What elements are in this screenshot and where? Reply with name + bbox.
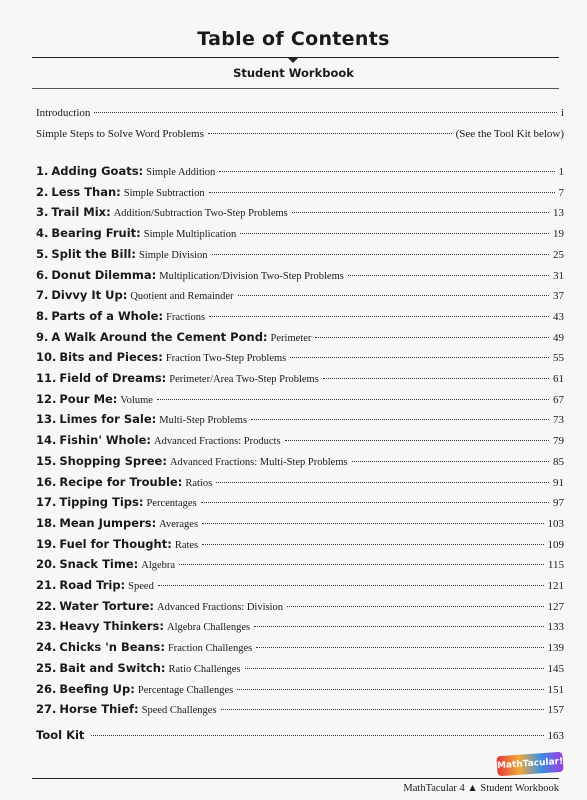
chapter-number: 5. <box>36 246 49 261</box>
page-title: Table of Contents <box>197 28 390 50</box>
page-number: 127 <box>547 600 564 613</box>
page-number: 133 <box>547 621 564 634</box>
chapter-description: Ratios <box>185 477 213 489</box>
chapter-title: Adding Goats: <box>51 164 144 178</box>
toolkit-entry <box>36 728 564 746</box>
chapter-title: Horse Thief: <box>59 702 139 717</box>
dot-leader <box>201 502 549 503</box>
page-number: 79 <box>553 435 564 448</box>
chapter-number: 23. <box>36 619 57 634</box>
toc-entry <box>36 309 564 327</box>
chapter-description: Perimeter <box>270 332 312 344</box>
chapter-title: Less Than: <box>51 184 121 199</box>
dot-leader <box>202 544 543 545</box>
chapter-description: Fractions <box>166 311 206 323</box>
chapter-number: 24. <box>36 640 57 655</box>
toc-entry <box>36 619 564 637</box>
dot-leader <box>256 647 543 648</box>
dot-leader <box>315 337 549 338</box>
chapter-title: Water Torture: <box>59 598 155 613</box>
chapter-title: Chicks 'n Beans: <box>59 640 165 655</box>
chapter-number: 1. <box>36 164 49 178</box>
dot-leader <box>290 357 549 358</box>
chapter-number: 21. <box>36 578 57 592</box>
entry-label: Introduction <box>36 107 91 119</box>
chapter-description: Quotient and Remainder <box>130 291 234 303</box>
page-number: 37 <box>553 290 564 303</box>
chapter-title: Beefing Up: <box>59 681 135 696</box>
page-number: 55 <box>553 352 564 365</box>
dot-leader <box>285 440 549 441</box>
chapter-number: 10. <box>36 350 57 365</box>
page-number: 7 <box>558 186 564 199</box>
chapter-title: Pour Me: <box>59 391 118 406</box>
chapter-description: Simple Division <box>138 249 208 261</box>
intro-entry <box>36 107 564 125</box>
chapter-title: Tipping Tips: <box>59 495 144 510</box>
chapter-number: 25. <box>36 660 57 675</box>
chapter-description: Simple Multiplication <box>143 229 237 241</box>
chapter-number: 8. <box>36 308 49 323</box>
chapter-description: Rates <box>174 539 199 551</box>
dot-leader <box>237 689 543 690</box>
chapter-title: Bits and Pieces: <box>59 350 163 365</box>
dot-leader <box>245 668 544 669</box>
page-number: 157 <box>547 704 564 717</box>
entry-label: Tool Kit <box>36 728 85 742</box>
chapter-title: Fishin' Whole: <box>59 433 151 448</box>
toc-entry <box>36 578 564 596</box>
mathtacular-logo: MathTacular! <box>496 752 563 777</box>
page-number: 19 <box>553 228 564 241</box>
dot-leader <box>157 399 549 400</box>
dot-leader <box>219 171 554 172</box>
chapter-title: Road Trip: <box>59 578 126 592</box>
page-number: 31 <box>553 269 564 282</box>
chapter-number: 13. <box>36 412 57 427</box>
toc-entry <box>36 516 564 534</box>
chapter-title: Mean Jumpers: <box>59 515 157 530</box>
page-number: 85 <box>553 455 564 468</box>
dot-leader <box>221 709 544 710</box>
page-number: 97 <box>553 497 564 510</box>
chapter-number: 18. <box>36 515 57 530</box>
chapter-number: 17. <box>36 495 57 510</box>
chapter-number: 22. <box>36 598 57 613</box>
dot-leader <box>216 482 549 483</box>
chapter-title: Snack Time: <box>59 557 139 572</box>
subtitle-rule <box>32 88 559 89</box>
entry-label: Simple Steps to Solve Word Problems <box>36 127 204 140</box>
page-number: 67 <box>553 393 564 406</box>
page-number: 139 <box>547 642 564 655</box>
chapter-number: 6. <box>36 267 49 282</box>
dot-leader <box>94 112 557 113</box>
chapter-title: Fuel for Thought: <box>59 536 172 551</box>
chapter-number: 2. <box>36 184 49 199</box>
chapter-description: Fraction Two-Step Problems <box>165 353 287 365</box>
footer-book-label: MathTacular 4 ▲ Student Workbook <box>403 783 559 794</box>
page-number: 43 <box>553 310 564 323</box>
page-number: 73 <box>553 414 564 427</box>
chapter-description: Addition/Subtraction Two-Step Problems <box>113 208 288 220</box>
dot-leader <box>179 564 544 565</box>
chapter-description: Percentages <box>146 498 197 510</box>
page-number: 163 <box>547 730 564 742</box>
chapter-number: 4. <box>36 226 49 241</box>
toc-entry <box>36 350 564 368</box>
chapter-number: 19. <box>36 536 57 551</box>
toc-entry <box>36 454 564 472</box>
page-subtitle: Student Workbook <box>233 66 354 80</box>
chapter-description: Multi-Step Problems <box>159 415 248 427</box>
footer-rule <box>32 778 559 779</box>
page-number: 121 <box>547 580 564 592</box>
page-number: 49 <box>553 331 564 344</box>
chapter-number: 26. <box>36 681 57 696</box>
chapter-description: Multiplication/Division Two-Step Problems <box>159 270 344 282</box>
toc-entry <box>36 640 564 658</box>
dot-leader <box>91 735 543 736</box>
chapter-description: Simple Addition <box>146 167 216 178</box>
dot-leader <box>158 585 544 586</box>
chapter-title: Bearing Fruit: <box>51 226 141 241</box>
chapter-number: 15. <box>36 453 57 468</box>
chapter-description: Advanced Fractions: Division <box>157 601 284 613</box>
chapter-description: Algebra <box>141 560 176 572</box>
page-number: 1 <box>558 166 564 178</box>
dot-leader <box>212 254 549 255</box>
dot-leader <box>323 378 549 379</box>
page-number: 13 <box>553 207 564 220</box>
chapter-title: Shopping Spree: <box>59 453 167 468</box>
toc-entry <box>36 247 564 265</box>
toc-entry <box>36 185 564 203</box>
toc-entry <box>36 288 564 306</box>
chapter-title: Parts of a Whole: <box>51 308 164 323</box>
intro-entry <box>36 128 564 146</box>
toc-entry <box>36 661 564 679</box>
page-number: 103 <box>547 517 564 530</box>
page-number: 115 <box>547 559 564 572</box>
chapter-title: Field of Dreams: <box>59 371 167 385</box>
chapter-number: 9. <box>36 329 49 344</box>
chapter-number: 3. <box>36 205 49 220</box>
dot-leader <box>352 461 549 462</box>
chapter-description: Ratio Challenges <box>168 663 241 675</box>
toc-entry <box>36 433 564 451</box>
chapter-title: Bait and Switch: <box>59 660 166 675</box>
toc-entry <box>36 392 564 410</box>
dot-leader <box>251 419 549 420</box>
dot-leader <box>202 523 543 524</box>
toc-entry <box>36 164 564 182</box>
dot-leader <box>254 626 543 627</box>
chapter-title: Divvy It Up: <box>51 288 128 303</box>
chapter-number: 20. <box>36 557 57 572</box>
chapter-number: 14. <box>36 433 57 448</box>
chapter-description: Perimeter/Area Two-Step Problems <box>169 374 319 385</box>
toc-entry <box>36 268 564 286</box>
chapter-title: Limes for Sale: <box>59 412 157 427</box>
page-number: 91 <box>553 476 564 489</box>
toc-entry <box>36 702 564 720</box>
chapter-description: Volume <box>120 394 153 406</box>
toc-entry <box>36 412 564 430</box>
page-number: 151 <box>547 683 564 696</box>
toc-entry <box>36 599 564 617</box>
toc-entry <box>36 475 564 493</box>
toc-entry <box>36 682 564 700</box>
toc-entry <box>36 495 564 513</box>
chapter-title: Donut Dilemma: <box>51 267 157 282</box>
chapter-title: Split the Bill: <box>51 246 136 261</box>
triangle-marker-icon <box>287 57 299 63</box>
chapter-description: Percentage Challenges <box>137 684 234 696</box>
chapter-number: 16. <box>36 474 57 489</box>
page-number: i <box>560 107 564 119</box>
toc-entry <box>36 330 564 348</box>
chapter-description: Speed Challenges <box>141 705 217 717</box>
dot-leader <box>292 212 549 213</box>
chapter-description: Advanced Fractions: Products <box>153 436 281 448</box>
page-number: 109 <box>547 538 564 551</box>
dot-leader <box>240 233 549 234</box>
dot-leader <box>287 606 543 607</box>
toc-entry <box>36 226 564 244</box>
chapter-number: 27. <box>36 702 57 717</box>
dot-leader <box>348 275 549 276</box>
toc-entry <box>36 205 564 223</box>
chapter-description: Algebra Challenges <box>166 622 251 634</box>
chapter-description: Fraction Challenges <box>167 643 253 655</box>
chapter-description: Advanced Fractions: Multi-Step Problems <box>169 456 348 468</box>
chapter-description: Averages <box>159 518 199 530</box>
chapter-number: 11. <box>36 371 57 385</box>
chapter-description: Speed <box>128 581 154 592</box>
toc-entry <box>36 557 564 575</box>
chapter-number: 12. <box>36 391 57 406</box>
dot-leader <box>208 133 452 134</box>
dot-leader <box>209 192 555 193</box>
toc-entry <box>36 371 564 389</box>
chapter-number: 7. <box>36 288 49 303</box>
dot-leader <box>209 316 549 317</box>
page-number: (See the Tool Kit below) <box>455 127 564 140</box>
chapter-title: Recipe for Trouble: <box>59 474 183 489</box>
chapter-title: Heavy Thinkers: <box>59 619 164 634</box>
toc-entry <box>36 537 564 555</box>
page-number: 145 <box>547 662 564 675</box>
chapter-title: Trail Mix: <box>51 205 111 220</box>
chapter-description: Simple Subtraction <box>123 187 205 199</box>
page-number: 61 <box>553 373 564 385</box>
dot-leader <box>238 295 549 296</box>
chapter-title: A Walk Around the Cement Pond: <box>51 329 268 344</box>
page-number: 25 <box>553 248 564 261</box>
